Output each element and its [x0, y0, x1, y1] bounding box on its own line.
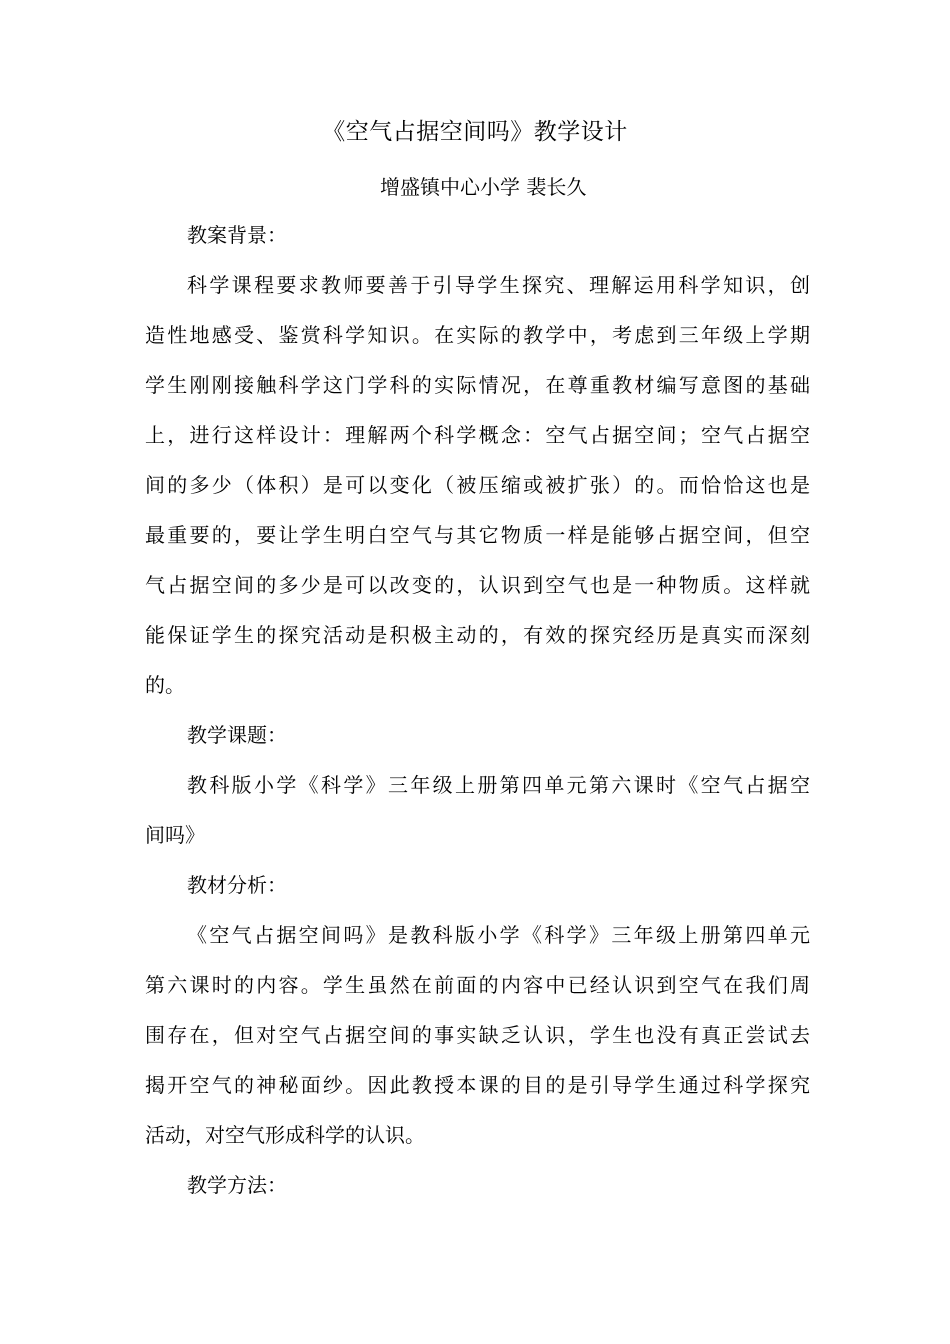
paragraph-line: 活动，对空气形成科学的认识。 [145, 1123, 425, 1147]
paragraph-line: 揭开空气的神秘面纱。因此教授本课的目的是引导学生通过科学探究 [145, 1073, 810, 1097]
paragraph-line: 围存在，但对空气占据空间的事实缺乏认识，学生也没有真正尝试去 [145, 1023, 810, 1047]
section-body-background [145, 260, 810, 710]
paragraph-line: 科学课程要求教师要善于引导学生探究、理解运用科学知识，创 [187, 273, 810, 297]
section-heading-background: 教案背景： [187, 223, 287, 247]
document-title: 《空气占据空间吗》教学设计 [322, 119, 628, 145]
paragraph-line: 《空气占据空间吗》是教科版小学《科学》三年级上册第四单元 [187, 923, 810, 947]
section-heading-analysis: 教材分析： [187, 873, 287, 897]
paragraph-line: 最重要的，要让学生明白空气与其它物质一样是能够占据空间，但空 [145, 523, 810, 547]
paragraph-line: 第六课时的内容。学生虽然在前面的内容中已经认识到空气在我们周 [145, 973, 810, 997]
paragraph-line: 上，进行这样设计：理解两个科学概念：空气占据空间；空气占据空 [145, 423, 810, 447]
document-author: 增盛镇中心小学 裴长久 [380, 175, 587, 199]
section-body-analysis [145, 910, 810, 1160]
paragraph-line: 间的多少（体积）是可以变化（被压缩或被扩张）的。而恰恰这也是 [145, 473, 810, 497]
paragraph-line: 间吗》 [145, 823, 205, 847]
paragraph-line: 能保证学生的探究活动是积极主动的，有效的探究经历是真实而深刻 [145, 623, 810, 647]
paragraph-line: 气占据空间的多少是可以改变的，认识到空气也是一种物质。这样就 [145, 573, 810, 597]
paragraph-line: 教科版小学《科学》三年级上册第四单元第六课时《空气占据空 [187, 773, 810, 797]
paragraph-line: 造性地感受、鉴赏科学知识。在实际的教学中，考虑到三年级上学期 [145, 323, 810, 347]
section-heading-topic: 教学课题： [187, 723, 287, 747]
paragraph-line: 的。 [145, 673, 185, 697]
paragraph-line: 学生刚刚接触科学这门学科的实际情况，在尊重教材编写意图的基础 [145, 373, 810, 397]
section-heading-method: 教学方法： [187, 1173, 287, 1197]
section-body-topic [145, 760, 810, 860]
